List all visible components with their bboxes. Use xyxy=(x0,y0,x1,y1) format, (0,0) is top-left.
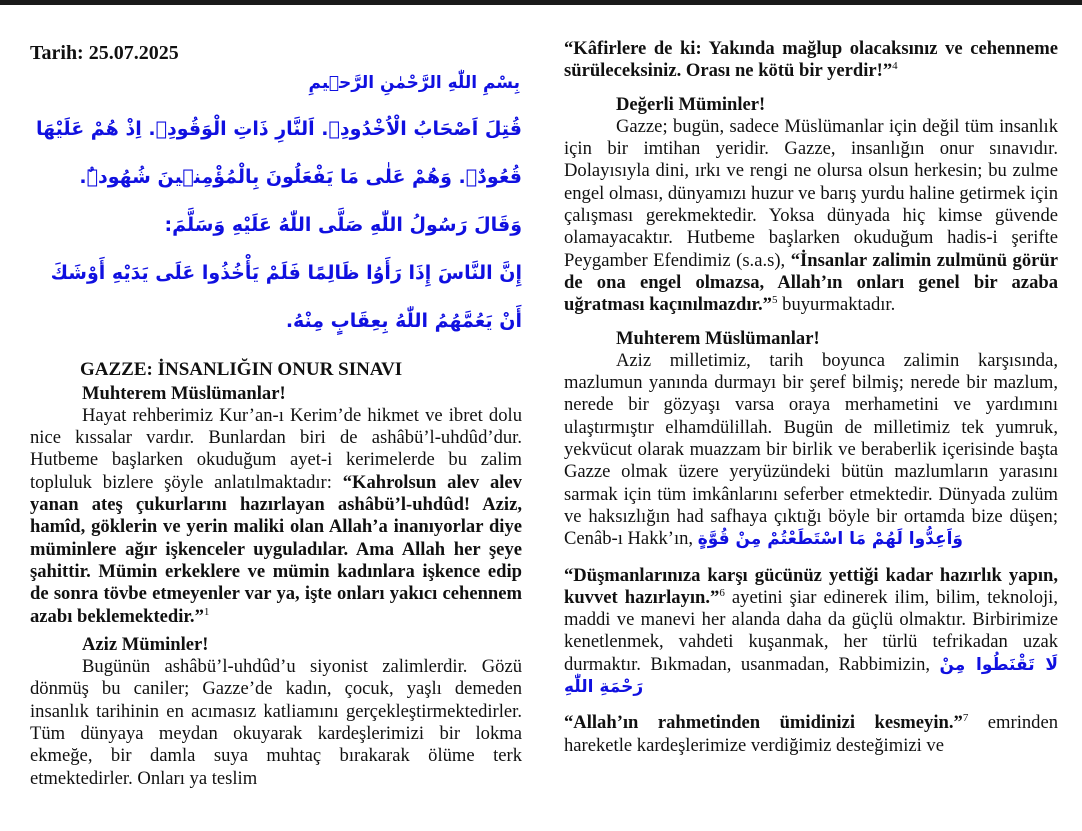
paragraph-rahmet xyxy=(564,712,1058,757)
heading-muhterem-muslumanlar-2: Muhterem Müslümanlar! xyxy=(616,327,820,349)
paragraph-text: ayetini şiar edinerek ilim, bilim, teknoloji, maddi ve manevi her alanda daha da güçlü olmaktır. Birbirimize kenetlenmek, vahdeti kuşanmak, her türlü tefrikadan uzak durmaktır. Bıkmadan, usanmadan, Rabbimizin, xyxy=(564,586,1058,675)
sermon-title: GAZZE: İNSANLIĞIN ONUR SINAVI xyxy=(80,358,403,380)
paragraph-end: emrinden hareketle kardeşlerimize verdiğimiz desteğimizi ve xyxy=(564,712,1058,756)
footnote-7[interactable]: 7 xyxy=(962,712,969,725)
heading-muhterem-muslumanlar: Muhterem Müslümanlar! xyxy=(82,382,286,404)
basmala: بِسْمِ اللّٰهِ الرَّحْمٰنِ الرَّح۪يمِ xyxy=(308,73,520,94)
paragraph-gazze-imtihan xyxy=(564,116,1058,317)
spacer xyxy=(564,698,1058,712)
paragraph-siyonist: Bugünün ashâbü’l-uhdûd’u siyonist zalimlerdir. Gözü dönmüş bu caniler; Gazze’de kadın, çocuk, yaşlı demeden insanlık tarihinin en acımasız katliamını gerçekleştirmektedirler. Tüm dünyaya meydan okuyarak kardeşlerimizi bir lokma ekmeğe, bir damla suya muhtaç bırakarak ölüme terk etmektedirler. Onları ya teslim xyxy=(30,656,522,789)
paragraph-text: Aziz milletimiz, tarih boyunca zalimin karşısında, mazlumun yanında durmayı bir şeref bilmiş; nerede bir mazlum, nerede bir gözyaşı varsa oraya merhametini ve yardımını ulaştırmıştır elhamdülillah. Bugün de milletimiz tek yumruk, yekvücut olarak muazzam bir birlik ve beraberlik içerisinde başta Gazze olmak üzere yeryüzündeki bütün mazlumların yarasını sarmak için tüm imkânlarını seferber etmektedir. Dünyada zulüm ve haksızlığın had safhaya çıktığı böyle bir ortamda bize düşen; Cenâb-ı Hakk’ın, xyxy=(564,349,1058,550)
paragraph-end: buyurmaktadır. xyxy=(782,294,896,316)
top-rule xyxy=(0,0,1082,5)
footnote-5[interactable]: 5 xyxy=(771,294,778,307)
hadith-meal: “İnsanlar zalimin zulmünü görür de ona engel olmazsa, Allah’ın onları genel bir azaba uğratması kaçınılmazdır.” xyxy=(564,249,1058,316)
footnote-6[interactable]: 6 xyxy=(719,586,725,599)
paragraph-text: Hayat rehberimiz Kur’an-ı Kerim’de hikmet ve ibret dolu nice kıssalar vardır. Bunlardan biri de ashâbü’l-uhdûd’dur. Hutbeme başlarken okuduğum ayet-i kerimelerde bu zalim topluluk bizlere şöyle anlatılmaktadır: xyxy=(30,404,522,493)
verse-arabic-inline: وَاَعِدُّوا لَهُمْ مَا اسْتَطَعْتُمْ مِنْ قُوَّةٍ xyxy=(697,529,963,550)
verse-meal-kuvvet: “Düşmanlarınıza karşı gücünüz yettiği kadar hazırlık yapın, kuvvet hazırlayın.” xyxy=(564,564,1058,608)
paragraph-aziz-milletimiz xyxy=(564,350,1058,551)
paragraph-ashabul-uhdud xyxy=(30,405,522,628)
footnote-1[interactable]: 1 xyxy=(203,605,210,618)
heading-aziz-muminler: Aziz Müminler! xyxy=(82,633,209,655)
spacer xyxy=(564,551,1058,565)
heading-degerli-muminler: Değerli Müminler! xyxy=(616,93,766,115)
hadith-arabic: إِنَّ النَّاسَ إِذَا رَأَوُا ظَالِمًا فَلَمْ يَأْخُذُوا عَلَى يَدَيْهِ أَوْشَكَ أَنْ يَعُمَّهُمُ اللّٰهُ بِعِقَابٍ مِنْهُ. xyxy=(50,261,522,332)
right-column xyxy=(564,38,1058,757)
verse-meal: “Kahrolsun alev alev yanan ateş çukurlarını hazırlayan ashâbü’l-uhdûd! Aziz, hamîd, göklerin ve yerin maliki olan Allah’a inanıyorlar diye müminlere ağır işkenceler uyguladılar. Ama Allah her şeye şahittir. Mümin erkeklere ve mümin kadınlara işkence edip de sonra tövbe etmeyenler var ya, işte onları yakıcı cehennem azabı beklemektedir.” xyxy=(30,471,522,627)
verse-meal-kafirlere: “Kâfirlere de ki: Yakında mağlup olacaksınız ve cehenneme sürüleceksiniz. Orası ne kötü bir yerdir!” xyxy=(564,38,1058,82)
footnote-4[interactable]: 4 xyxy=(892,60,898,73)
paragraph-text: Gazze; bugün, sadece Müslümanlar için değil tüm insanlık için bir imtihan yeridir. Gazze, insanlığın onur sınavıdır. Dolayısıyla dini, ırkı ve rengi ne olursa olsun herkesin; bu zulme engel olması, dünyamızı huzur ve barış yurdu haline getirmek için çalışması gerekmektedir. Yoksa dünyada hiç kimse güvende olamayacaktır. Hutbeme başlarken okuduğum hadis-i şerifte Peygamber Efendimiz (s.a.s), xyxy=(564,115,1058,271)
verse-arabic-inline-2: لَا تَقْنَطُوا مِنْ رَحْمَةِ اللّٰهِ xyxy=(564,654,1058,698)
paragraph-kafirlere xyxy=(564,38,1058,83)
left-column xyxy=(30,38,522,790)
hadith-intro-arabic: وَقَالَ رَسُولُ اللّٰهِ صَلَّى اللّٰهُ عَلَيْهِ وَسَلَّمَ: xyxy=(164,213,522,236)
sermon-date: Tarih: 25.07.2025 xyxy=(30,42,179,64)
verse-meal-rahmet: “Allah’ın rahmetinden ümidinizi kesmeyin.” xyxy=(564,712,963,734)
verse-arabic: قُتِلَ اَصْحَابُ الْاُخْدُودِۙ. اَلنَّارِ ذَاتِ الْوَقُودِۙ. اِذْ هُمْ عَلَيْهَا قُعُودٌۙ. وَهُمْ عَلٰى مَا يَفْعَلُونَ بِالْمُؤْمِن۪ينَ شُهُودٌۜ. xyxy=(36,117,522,188)
paragraph-dusmanlariniza xyxy=(564,565,1058,699)
